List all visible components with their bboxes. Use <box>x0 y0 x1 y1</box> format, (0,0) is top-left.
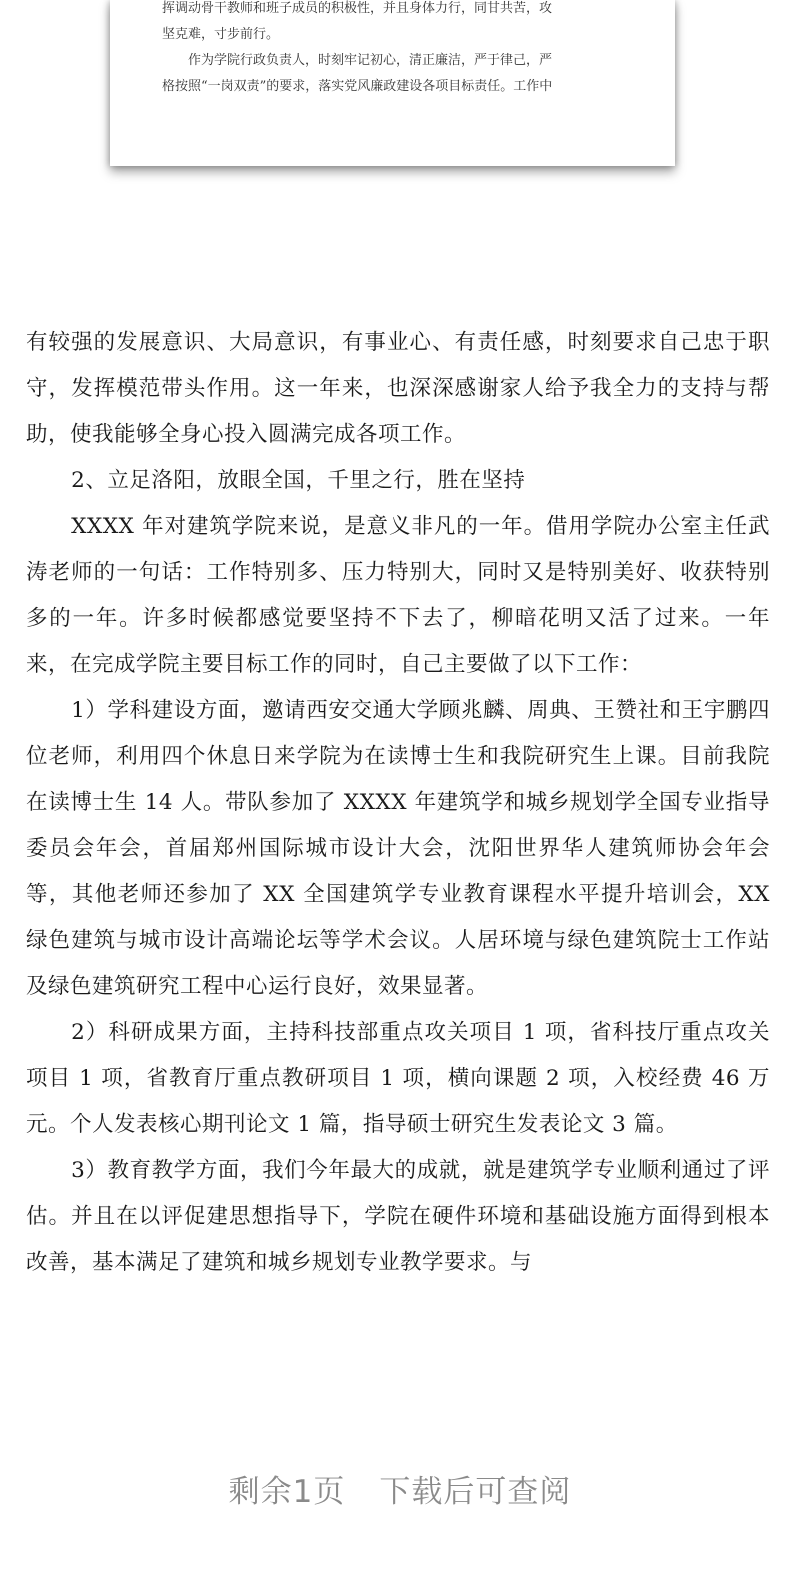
preview-card <box>110 0 675 166</box>
preview-line: 作为学院行政负责人，时刻牢记初心，清正廉洁，严于律己，严 <box>188 53 553 68</box>
section-heading: 2、立足洛阳，放眼全国，千里之行，胜在坚持 <box>71 468 526 493</box>
body-paragraph: 3）教育教学方面，我们今年最大的成就，就是建筑学专业顺利通过了评估。并且在以评促建思想指导下，学院在硬件环境和基础设施方面得到根本改善，基本满足了建筑和城乡规划专业教学要求。与 <box>26 1158 770 1275</box>
preview-line: 挥调动骨干教师和班子成员的积极性，并且身体力行，同甘共苦，攻 <box>162 1 553 16</box>
body-paragraph: 1）学科建设方面，邀请西安交通大学顾兆麟、周典、王赞社和王宇鹏四位老师，利用四个休息日来学院为在读博士生和我院研究生上课。目前我院在读博士生 14 人。带队参加了 XXXX 年建筑学和城乡规划学全国专业指导委员会年会，首届郑州国际城市设计大会，沈阳世界华人建筑师协会年会等，其他老师还参加了 XX 全国建筑学专业教育课程水平提升培训会，XX 绿色建筑与城市设计高端论坛等学术会议。人居环境与绿色建筑院士工作站及绿色建筑研究工程中心运行良好，效果显著。 <box>26 698 770 999</box>
download-prompt[interactable] <box>0 1466 800 1511</box>
remaining-pages-label: 剩余1页 <box>228 1474 346 1510</box>
body-paragraph: 2）科研成果方面，主持科技部重点攻关项目 1 项，省科技厅重点攻关项目 1 项，省教育厅重点教研项目 1 项，横向课题 2 项，入校经费 46 万元。个人发表核心期刊论文 1 篇，指导硕士研究生发表论文 3 篇。 <box>26 1020 770 1137</box>
body-paragraph: 有较强的发展意识、大局意识，有事业心、有责任感，时刻要求自己忠于职守，发挥模范带头作用。这一年来，也深深感谢家人给予我全力的支持与帮助，使我能够全身心投入圆满完成各项工作。 <box>26 330 770 447</box>
preview-line: 格按照“一岗双责”的要求，落实党风廉政建设各项目标责任。工作中 <box>162 79 553 94</box>
preview-text <box>162 0 635 100</box>
document-body <box>26 320 770 1286</box>
body-paragraph: XXXX 年对建筑学院来说，是意义非凡的一年。借用学院办公室主任武涛老师的一句话：工作特别多、压力特别大，同时又是特别美好、收获特别多的一年。许多时候都感觉要坚持不下去了，柳暗花明又活了过来。一年来，在完成学院主要目标工作的同时，自己主要做了以下工作： <box>26 514 770 677</box>
download-to-view-label: 下载后可查阅 <box>379 1474 572 1510</box>
preview-line: 坚克难，寸步前行。 <box>162 27 280 42</box>
